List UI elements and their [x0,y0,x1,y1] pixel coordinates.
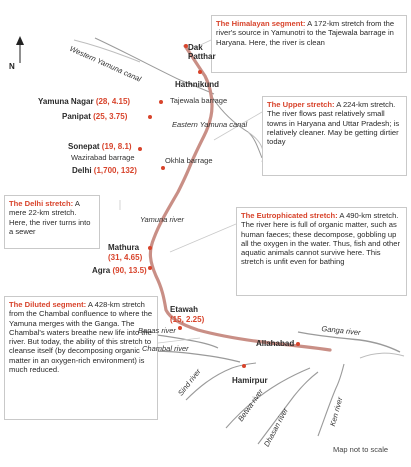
leader-eutrophicated [170,224,236,252]
diluted-title: The Diluted segment: [9,300,87,309]
label-etawah [170,305,204,325]
label-yamuna-nagar [38,97,130,106]
mathura-vals: (31, 4.65) [108,253,143,262]
eutrophicated-text: A 490-km stretch. The river here is full of organic matter, such as human faeces; these decompose, gobbling up all the oxygen in the water. Thus, fish and other aquatic animals cannot survive here. This stretch is unfit even for bathing [241,211,401,267]
label-yamuna-river: Yamuna river [140,215,185,224]
label-western-canal: Western Yamuna canal [68,44,143,84]
himalayan-text: A 172-km stretch from the river's source in Yamunotri to the Tajewala barrage in Haryana. Here, the river is clean [216,19,395,47]
label-allahabad: Allahabad [256,339,295,348]
label-okhla: Okhla barrage [165,156,213,165]
delhi-vals: (1,700, 132) [93,166,137,175]
dot-agra [148,266,152,270]
delhi-stretch-box [4,195,100,249]
yamuna-nagar-name: Yamuna Nagar [38,97,96,106]
yamuna-nagar-vals: (28, 4.15) [95,97,131,106]
upper-title: The Upper stretch: [267,100,335,109]
panipat-vals: (25, 3.75) [93,112,128,121]
upper-text: A 224-km stretch. The river flows past relatively small towns in Haryana and Uttar Pradesh; is relatively cleaner. May be getting dirtier today [267,100,400,147]
himalayan-segment-box [211,15,407,73]
sonepat-vals: (19, 8.1) [101,142,132,151]
mathura-name: Mathura [108,243,140,252]
dot-delhi [161,166,165,170]
diluted-text: A 428-km stretch from the Chambal confluence to where the Yamuna merges with the Ganga. The Chambal's waters breathe new life into the river. But today, the ability of this stretch to cleanse itself (by decomposing organic matter in an oxygen-rich environment) is much reduced. [9,300,153,375]
delhi-text: A mere 22-km stretch. Here, the river turns into a sewer [9,199,91,236]
label-betwa-river: Betwa river [236,387,265,424]
dot-panipat [148,115,152,119]
delhi-name: Delhi [72,166,94,175]
dot-sonepat [138,147,142,151]
dot-hathnikund [198,70,202,74]
label-ganga-river: Ganga river [321,324,361,338]
label-delhi [72,166,137,175]
label-hamirpur: Hamirpur [232,376,268,385]
label-wazirabad: Wazirabad barrage [71,153,135,162]
eastern-canal-branch [248,132,263,162]
dot-mathura [148,246,152,250]
dot-allahabad [296,342,300,346]
ganga-lower [360,353,404,358]
label-chambal-river: Chambal river [142,344,189,353]
label-mathura [108,243,142,263]
label-panipat [62,112,127,121]
label-sonepat [68,142,132,151]
label-dak-patthar: Dak Patthar [188,43,216,61]
himalayan-title: The Himalayan segment: [216,19,306,28]
label-banas-river: Banas river [138,326,176,335]
panipat-name: Panipat [62,112,94,121]
etawah-vals: (15, 2.25) [170,315,205,324]
north-label: N [9,62,15,71]
label-eastern-canal: Eastern Yamuna canal [172,120,248,129]
dot-yamuna-nagar [159,100,163,104]
delhi-title: The Delhi stretch: [9,199,74,208]
north-arrow-head [16,36,24,45]
dot-etawah [178,326,182,330]
sonepat-name: Sonepat [68,142,102,151]
label-tajewala: Tajewala barrage [170,96,228,105]
label-ken-river: Ken river [328,396,345,428]
dot-hamirpur [242,364,246,368]
agra-vals: (90, 13.5) [112,266,147,275]
label-hathnikund: Hathnikund [175,80,219,89]
label-sind-river: Sind river [176,367,203,398]
label-dhasan-river: Dhasan river [262,406,290,449]
upper-stretch-box [262,96,407,176]
eutrophicated-title: The Eutrophicated stretch: [241,211,338,220]
agra-name: Agra [92,266,113,275]
eutrophicated-stretch-box [236,207,407,296]
label-agra [92,266,147,275]
map-scale-note: Map not to scale [333,445,389,454]
diluted-segment-box [4,296,158,420]
etawah-name: Etawah [170,305,199,314]
